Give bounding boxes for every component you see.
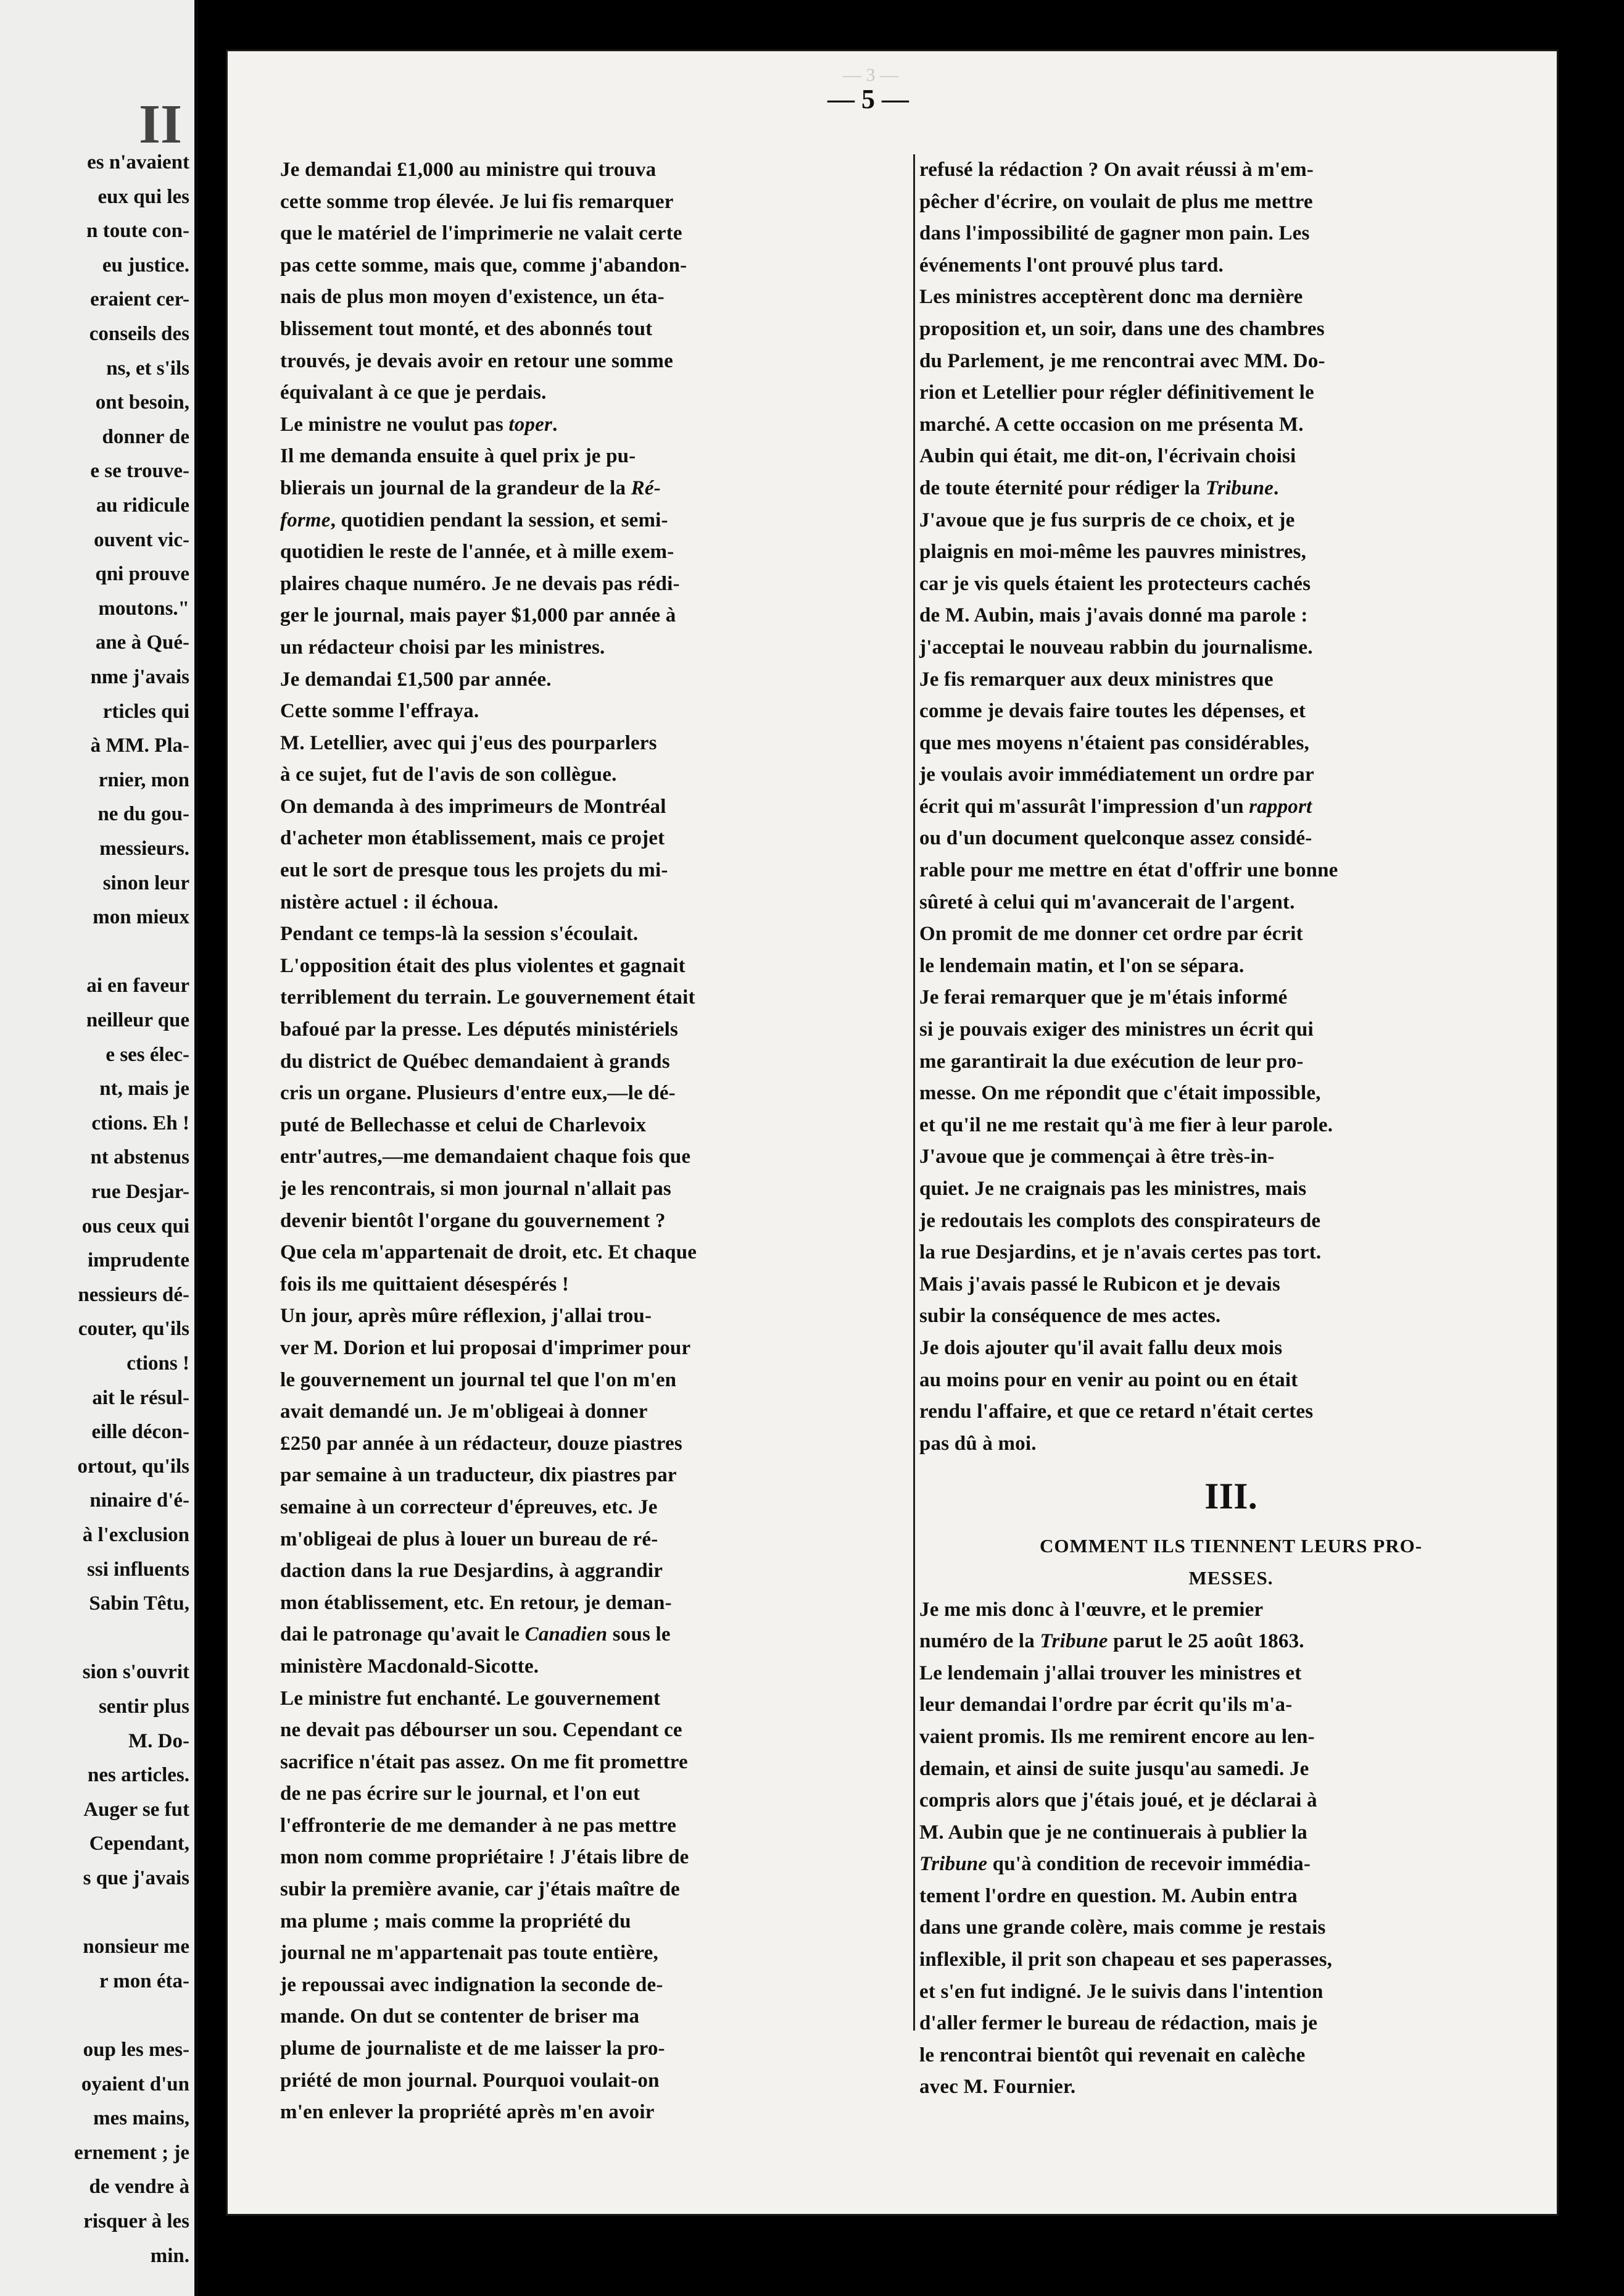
text-line: trouvés, je devais avoir en retour une somme bbox=[280, 349, 673, 372]
text-line: le rencontrai bientôt qui revenait en calèche bbox=[919, 2044, 1306, 2066]
text-line: ver M. Dorion et lui proposai d'imprimer pour bbox=[280, 1336, 691, 1359]
text-line: subir la conséquence de mes actes. bbox=[919, 1305, 1221, 1328]
text-line: me garantirait la due exécution de leur pro- bbox=[919, 1050, 1304, 1073]
text-line: forme, quotidien pendant la session, et semi- bbox=[280, 509, 668, 531]
page-number: — 5 — bbox=[827, 84, 909, 114]
text-line: entr'autres,—me demandaient chaque fois que bbox=[280, 1146, 691, 1168]
text-line: pas cette somme, mais que, comme j'abandon- bbox=[280, 254, 687, 277]
text-line: messe. On me répondit que c'était impossible, bbox=[919, 1082, 1321, 1105]
left-page-line: ane à Qué- bbox=[95, 631, 189, 654]
text-line: ou d'un document quelconque assez considé- bbox=[919, 827, 1312, 850]
left-page-line: eraient cer- bbox=[90, 288, 189, 311]
left-page-line: de vendre à bbox=[89, 2176, 189, 2198]
italic-word: Ré- bbox=[631, 476, 661, 499]
left-page-line: ctions ! bbox=[126, 1352, 189, 1375]
left-page-line: eu justice. bbox=[102, 254, 189, 277]
text-line: car je vis quels étaient les protecteurs cachés bbox=[919, 572, 1311, 595]
left-page-line: moutons." bbox=[98, 597, 189, 620]
text-line: par semaine à un traducteur, dix piastres par bbox=[280, 1464, 677, 1487]
text-line: Je fis remarquer aux deux ministres que bbox=[919, 668, 1274, 691]
left-page-line: ait le résul- bbox=[92, 1386, 189, 1409]
left-page-line: rticles qui bbox=[102, 700, 189, 723]
text-line: Mais j'avais passé le Rubicon et je devais bbox=[919, 1273, 1280, 1296]
text-line: un rédacteur choisi par les ministres. bbox=[280, 636, 605, 659]
section-title-line-2: MESSES. bbox=[1188, 1566, 1274, 1589]
text-line: le gouvernement un journal tel que l'on m'en bbox=[280, 1368, 677, 1391]
text-line: si je pouvais exiger des ministres un écrit qui bbox=[919, 1018, 1314, 1041]
left-page-line: n toute con- bbox=[86, 220, 189, 243]
text-line: Aubin qui était, me dit-on, l'écrivain choisi bbox=[919, 445, 1296, 468]
left-page-line: mes mains, bbox=[93, 2107, 189, 2130]
section-number: III. bbox=[1204, 1476, 1257, 1517]
text-line: plaignis en moi-même les pauvres ministres, bbox=[919, 541, 1307, 564]
text-line: d'aller fermer le bureau de rédaction, mais je bbox=[919, 2012, 1318, 2035]
left-page-line: es n'avaient bbox=[87, 151, 189, 173]
text-line: que mes moyens n'étaient pas considérables, bbox=[919, 731, 1309, 754]
left-page-line: ctions. Eh ! bbox=[91, 1112, 189, 1134]
text-line: ma plume ; mais comme la propriété du bbox=[280, 1910, 631, 1932]
left-page-line: ous ceux qui bbox=[81, 1215, 189, 1237]
text-line: événements l'ont prouvé plus tard. bbox=[919, 254, 1224, 277]
left-page-line: qni prouve bbox=[95, 563, 189, 586]
text-line: bafoué par la presse. Les députés ministériels bbox=[280, 1018, 679, 1041]
text-line: rable pour me mettre en état d'offrir une bonne bbox=[919, 859, 1338, 882]
text-line: Le ministre ne voulut pas toper. bbox=[280, 413, 558, 436]
left-page-line: s que j'avais bbox=[83, 1867, 189, 1889]
text-line: J'avoue que je fus surpris de ce choix, et je bbox=[919, 509, 1295, 531]
left-page-line: ssi influents bbox=[87, 1558, 189, 1581]
text-line: fois ils me quittaient désespérés ! bbox=[280, 1273, 570, 1296]
column-right-text-bottom bbox=[919, 1594, 1543, 2104]
text-line: blierais un journal de la grandeur de la Ré- bbox=[280, 476, 661, 499]
left-page-line: risquer à les bbox=[83, 2210, 189, 2232]
text-line: Je demandai £1,500 par année. bbox=[280, 668, 552, 691]
left-page-line: nes articles. bbox=[88, 1764, 189, 1787]
text-line: j'acceptai le nouveau rabbin du journalisme. bbox=[919, 636, 1313, 659]
text-line: d'acheter mon établissement, mais ce projet bbox=[280, 827, 665, 850]
text-line: rendu l'affaire, et que ce retard n'était certes bbox=[919, 1400, 1314, 1423]
left-page-line: sion s'ouvrit bbox=[82, 1661, 189, 1684]
left-page-line: e se trouve- bbox=[90, 460, 189, 483]
text-line: inflexible, il prit son chapeau et ses paperasses, bbox=[919, 1949, 1333, 1971]
text-line: et s'en fut indigné. Je le suivis dans l'intention bbox=[919, 1980, 1324, 2003]
italic-word: toper bbox=[508, 413, 553, 436]
left-page-line: ns, et s'ils bbox=[106, 357, 189, 380]
text-line: demain, et ainsi de suite jusqu'au samedi. Je bbox=[919, 1757, 1309, 1780]
text-line: terriblement du terrain. Le gouvernement était bbox=[280, 986, 695, 1009]
left-page-line: au ridicule bbox=[96, 494, 189, 517]
text-line: Je me mis donc à l'œuvre, et le premier bbox=[919, 1598, 1264, 1621]
text-line: vaient promis. Ils me remirent encore au len- bbox=[919, 1725, 1315, 1748]
italic-word: rapport bbox=[1249, 795, 1312, 818]
left-page-line: à MM. Pla- bbox=[90, 734, 189, 757]
text-line: proposition et, un soir, dans une des chambres bbox=[919, 317, 1325, 340]
text-line: Le ministre fut enchanté. Le gouvernement bbox=[280, 1687, 661, 1710]
left-page-line: messieurs. bbox=[99, 838, 189, 860]
text-line: blissement tout monté, et des abonnés tout bbox=[280, 317, 653, 340]
text-line: M. Letellier, avec qui j'eus des pourparlers bbox=[280, 731, 657, 754]
text-line: M. Aubin que je ne continuerais à publier la bbox=[919, 1821, 1307, 1844]
left-page-line: nme j'avais bbox=[90, 666, 189, 688]
text-line: avait demandé un. Je m'obligeai à donner bbox=[280, 1400, 648, 1423]
text-line: Un jour, après mûre réflexion, j'allai trou- bbox=[280, 1305, 652, 1328]
text-line: compris alors que j'étais joué, et je déclarai à bbox=[919, 1789, 1317, 1812]
text-line: J'avoue que je commençai à être très-in- bbox=[919, 1146, 1275, 1168]
text-line: semaine à un correcteur d'épreuves, etc. Je bbox=[280, 1495, 658, 1518]
left-page-line: ont besoin, bbox=[95, 391, 189, 414]
left-page-line: eille décon- bbox=[91, 1421, 189, 1444]
bleed-through-page-number: — 3 — bbox=[843, 65, 898, 85]
text-line: avec M. Fournier. bbox=[919, 2076, 1076, 2098]
left-page-line: imprudente bbox=[88, 1249, 189, 1272]
column-right bbox=[919, 154, 1543, 2103]
left-page-line: nt, mais je bbox=[99, 1078, 189, 1100]
text-line: nais de plus mon moyen d'existence, un éta- bbox=[280, 286, 665, 309]
text-line: dans une grande colère, mais comme je restais bbox=[919, 1916, 1326, 1939]
left-page-line: ne du gou- bbox=[97, 803, 189, 826]
left-page-line: nessieurs dé- bbox=[78, 1283, 189, 1306]
italic-word: Tribune bbox=[1205, 476, 1274, 499]
text-line: On demanda à des imprimeurs de Montréal bbox=[280, 795, 666, 818]
text-line: ger le journal, mais payer $1,000 par année à bbox=[280, 604, 676, 627]
italic-word: Tribune bbox=[1040, 1630, 1108, 1653]
text-line: de ne pas écrire sur le journal, et l'on eut bbox=[280, 1782, 640, 1805]
left-page-line: ninaire d'é- bbox=[89, 1489, 189, 1512]
text-line: eut le sort de presque tous les projets du mi- bbox=[280, 859, 668, 882]
section-title-line-1: COMMENT ILS TIENNENT LEURS PRO- bbox=[1039, 1535, 1423, 1557]
text-line: ne devait pas débourser un sou. Cependant ce bbox=[280, 1719, 682, 1742]
left-page-line: à l'exclusion bbox=[82, 1524, 189, 1546]
text-line: Cette somme l'effraya. bbox=[280, 700, 479, 723]
left-page-line: nt abstenus bbox=[90, 1146, 189, 1169]
text-line: Tribune qu'à condition de recevoir immédia- bbox=[919, 1853, 1311, 1876]
text-line: la rue Desjardins, et je n'avais certes pas tort. bbox=[919, 1241, 1322, 1264]
left-page-line: rnier, mon bbox=[98, 768, 189, 791]
text-line: quotidien le reste de l'année, et à mille exem- bbox=[280, 541, 674, 564]
text-line: dai le patronage qu'avait le Canadien sous le bbox=[280, 1623, 671, 1646]
text-line: écrit qui m'assurât l'impression d'un rapport bbox=[919, 795, 1312, 818]
text-line: Je ferai remarquer que je m'étais informé bbox=[919, 986, 1288, 1009]
text-line: dans l'impossibilité de gagner mon pain. Les bbox=[919, 222, 1310, 245]
left-page-line: M. Do- bbox=[128, 1729, 189, 1752]
left-page-line: ernement ; je bbox=[74, 2141, 189, 2164]
text-line: priété de mon journal. Pourquoi voulait-on bbox=[280, 2069, 660, 2092]
left-page-line: couter, qu'ils bbox=[78, 1318, 189, 1341]
italic-word: forme bbox=[280, 509, 331, 531]
text-line: Il me demanda ensuite à quel prix je pu- bbox=[280, 445, 636, 468]
text-line: du district de Québec demandaient à grands bbox=[280, 1050, 670, 1073]
text-line: cette somme trop élevée. Je lui fis remarquer bbox=[280, 190, 674, 213]
text-line: devenir bientôt l'organe du gouvernement ? bbox=[280, 1209, 666, 1232]
text-line: je redoutais les complots des conspirateurs de bbox=[919, 1209, 1321, 1232]
left-page-line: ortout, qu'ils bbox=[77, 1455, 189, 1478]
left-page-edge bbox=[0, 0, 198, 2296]
text-line: plume de journaliste et de me laisser la pro- bbox=[280, 2037, 665, 2060]
text-line: comme je devais faire toutes les dépenses, et bbox=[919, 700, 1306, 723]
text-line: le lendemain matin, et l'on se sépara. bbox=[919, 954, 1245, 977]
text-line: £250 par année à un rédacteur, douze piastres bbox=[280, 1432, 682, 1455]
text-line: subir la première avanie, car j'étais maître de bbox=[280, 1878, 680, 1901]
left-page-line: rue Desjar- bbox=[91, 1181, 189, 1203]
text-line: m'obligeai de plus à louer un bureau de ré- bbox=[280, 1528, 658, 1550]
text-line: Je demandai £1,000 au ministre qui trouva bbox=[280, 159, 657, 181]
left-page-line: e ses élec- bbox=[106, 1043, 189, 1066]
left-page-line: mon mieux bbox=[93, 906, 189, 929]
text-line: équivalant à ce que je perdais. bbox=[280, 381, 547, 404]
text-line: plaires chaque numéro. Je ne devais pas rédi- bbox=[280, 572, 680, 595]
column-right-text-top bbox=[919, 154, 1543, 1460]
left-page-line: ai en faveur bbox=[86, 975, 189, 997]
left-page-line: Auger se fut bbox=[83, 1798, 189, 1821]
italic-word: Tribune bbox=[919, 1853, 988, 1876]
text-line: à ce sujet, fut de l'avis de son collègue. bbox=[280, 763, 617, 786]
left-page-line: ouvent vic- bbox=[94, 528, 189, 551]
text-line: au moins pour en venir au point ou en était bbox=[919, 1368, 1298, 1391]
text-line: pas dû à moi. bbox=[919, 1432, 1037, 1455]
left-page-line: Sabin Têtu, bbox=[89, 1592, 189, 1615]
text-line: mon nom comme propriétaire ! J'étais libre de bbox=[280, 1846, 689, 1869]
text-line: L'opposition était des plus violentes et gagnait bbox=[280, 954, 686, 977]
text-line: je voulais avoir immédiatement un ordre par bbox=[919, 763, 1314, 786]
text-line: que le matériel de l'imprimerie ne valait certe bbox=[280, 222, 682, 245]
left-page-line: eux qui les bbox=[97, 185, 189, 208]
text-line: tement l'ordre en question. M. Aubin entra bbox=[919, 1884, 1298, 1907]
left-page-line: Cependant, bbox=[89, 1832, 189, 1855]
page bbox=[226, 49, 1559, 2216]
text-line: m'en enlever la propriété après m'en avoir bbox=[280, 2101, 655, 2124]
text-line: ministère Macdonald-Sicotte. bbox=[280, 1655, 539, 1678]
text-line: cris un organe. Plusieurs d'entre eux,—le dé- bbox=[280, 1082, 676, 1105]
left-page-line: r mon éta- bbox=[99, 1969, 189, 1992]
text-line: puté de Bellechasse et celui de Charlevoix bbox=[280, 1113, 647, 1136]
left-page-line: sinon leur bbox=[102, 871, 189, 894]
text-line: sacrifice n'était pas assez. On me fit promettre bbox=[280, 1750, 688, 1773]
text-line: Pendant ce temps-là la session s'écoulait. bbox=[280, 923, 639, 946]
left-page-line: nonsieur me bbox=[83, 1936, 189, 1958]
text-line: et qu'il ne me restait qu'à me fier à leur parole. bbox=[919, 1113, 1333, 1136]
left-page-line: oup les mes- bbox=[83, 2039, 189, 2061]
text-line: quiet. Je ne craignais pas les ministres, mais bbox=[919, 1178, 1307, 1200]
italic-word: Canadien bbox=[524, 1623, 608, 1646]
text-line: de toute éternité pour rédiger la Tribune. bbox=[919, 476, 1279, 499]
text-line: Les ministres acceptèrent donc ma dernière bbox=[919, 286, 1303, 309]
text-line: refusé la rédaction ? On avait réussi à m'em- bbox=[919, 159, 1314, 181]
left-page-line: donner de bbox=[102, 425, 189, 448]
text-line: numéro de la Tribune parut le 25 août 1863. bbox=[919, 1630, 1304, 1653]
column-left bbox=[280, 154, 909, 2129]
column-divider bbox=[913, 154, 915, 2031]
left-page-line: min. bbox=[150, 2244, 189, 2267]
text-line: du Parlement, je me rencontrai avec MM. Do- bbox=[919, 349, 1325, 372]
text-line: daction dans la rue Desjardins, à aggrandir bbox=[280, 1560, 663, 1583]
text-line: sûreté à celui qui m'avancerait de l'argent. bbox=[919, 891, 1295, 913]
text-line: mon établissement, etc. En retour, je deman- bbox=[280, 1591, 672, 1614]
text-line: nistère actuel : il échoua. bbox=[280, 891, 499, 913]
left-page-line: neilleur que bbox=[86, 1009, 189, 1031]
gutter-shadow bbox=[198, 0, 226, 2296]
left-page-line: oyaient d'un bbox=[81, 2073, 189, 2095]
text-line: marché. A cette occasion on me présenta M. bbox=[919, 413, 1304, 436]
text-line: pêcher d'écrire, on voulait de plus me mettre bbox=[919, 190, 1313, 213]
text-line: Je dois ajouter qu'il avait fallu deux mois bbox=[919, 1336, 1283, 1359]
text-line: rion et Letellier pour régler définitivement le bbox=[919, 381, 1314, 404]
text-line: je repoussai avec indignation la seconde de- bbox=[280, 1973, 663, 1996]
text-line: de M. Aubin, mais j'avais donné ma parole : bbox=[919, 604, 1308, 627]
left-page-line: conseils des bbox=[89, 323, 189, 345]
text-line: journal ne m'appartenait pas toute entière, bbox=[280, 1942, 658, 1965]
text-line: Que cela m'appartenait de droit, etc. Et chaque bbox=[280, 1241, 697, 1264]
text-line: leur demandai l'ordre par écrit qu'ils m'a- bbox=[919, 1694, 1293, 1716]
text-line: l'effronterie de me demander à ne pas mettre bbox=[280, 1814, 677, 1837]
text-line: mande. On dut se contenter de briser ma bbox=[280, 2005, 640, 2028]
text-line: je les rencontrais, si mon journal n'allait pas bbox=[280, 1178, 671, 1200]
left-page-line: sentir plus bbox=[98, 1695, 189, 1718]
heading-fragment: II bbox=[138, 94, 182, 155]
text-line: Le lendemain j'allai trouver les ministres et bbox=[919, 1662, 1302, 1684]
text-line: On promit de me donner cet ordre par écrit bbox=[919, 923, 1303, 946]
